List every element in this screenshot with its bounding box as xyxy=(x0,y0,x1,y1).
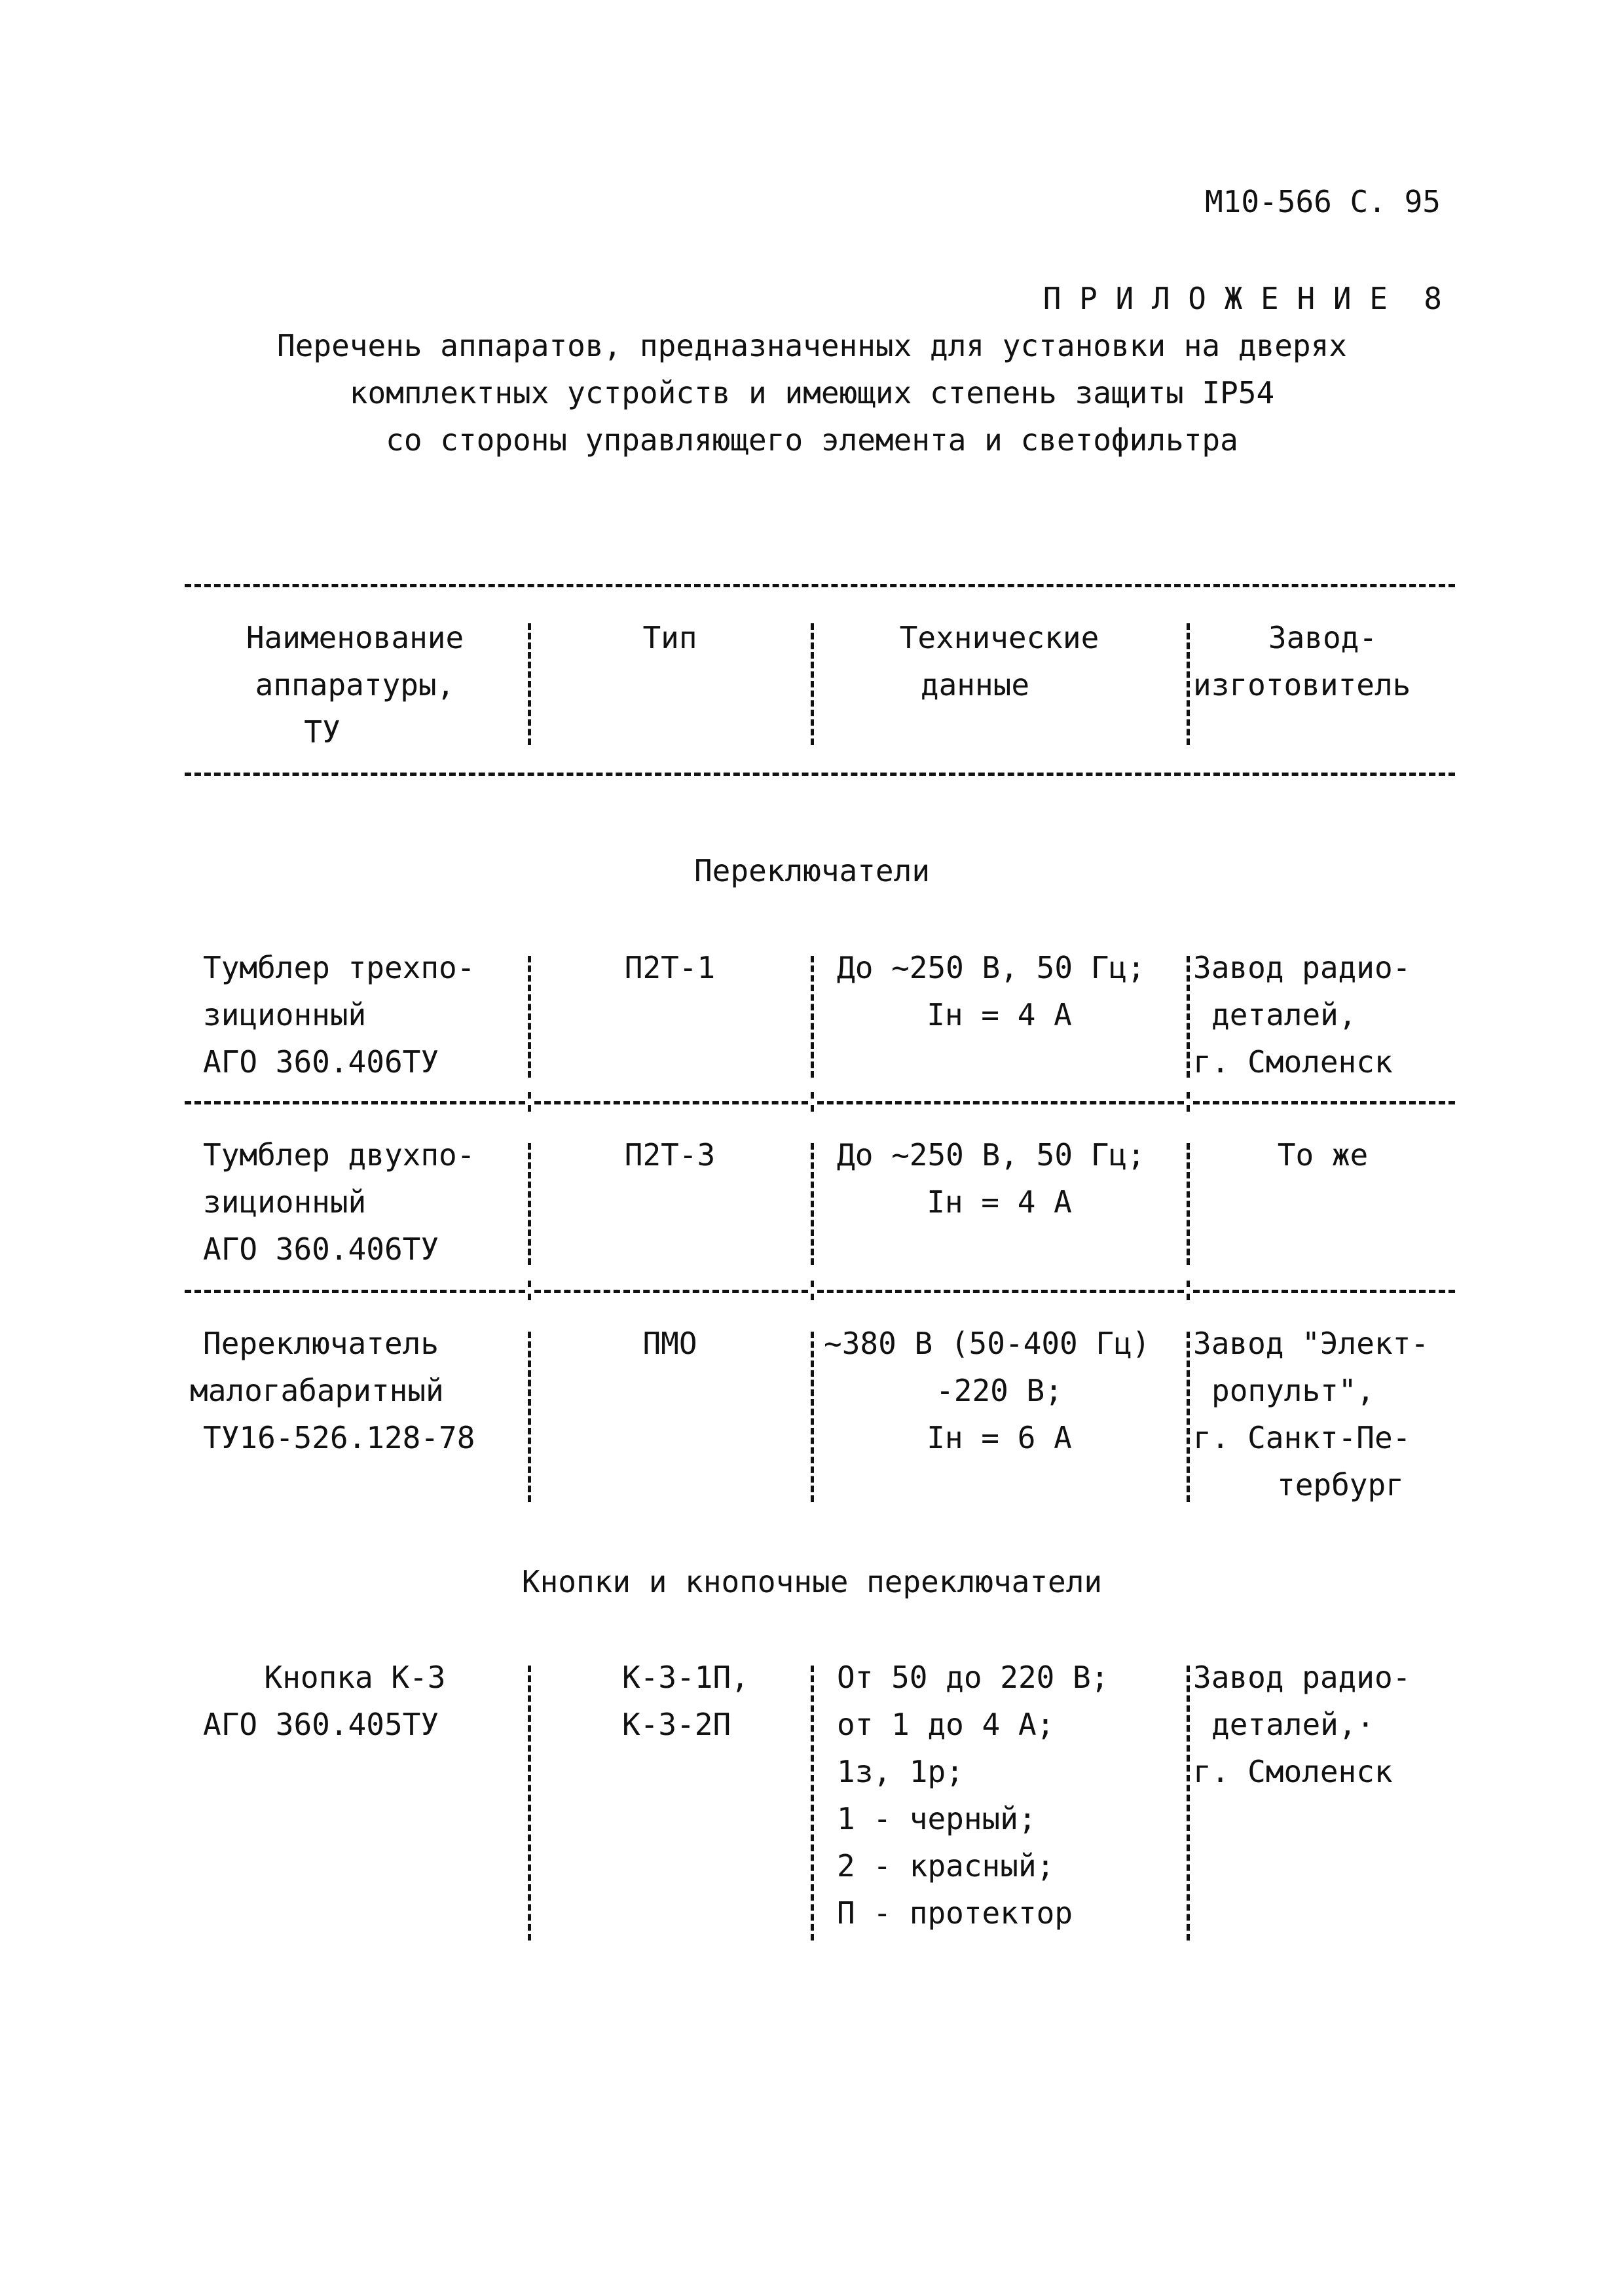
column-separator xyxy=(811,1143,814,1265)
row2-name-line-1: Тумблер двухпо- xyxy=(203,1137,475,1173)
header-tech-line-2: данные xyxy=(920,667,1030,702)
row4-name-line-2: АГО 360.405ТУ xyxy=(203,1707,439,1742)
column-separator xyxy=(811,1332,814,1502)
header-separator-3 xyxy=(1187,623,1190,745)
row-divider-seg xyxy=(534,1101,808,1104)
row-divider-tick xyxy=(811,1281,814,1300)
header-bottom-rule xyxy=(185,773,1455,776)
section-title-switches: Переключатели xyxy=(693,853,931,888)
row4-tech-line-1: От 50 до 220 В; xyxy=(837,1660,1109,1695)
row-divider-seg xyxy=(185,1101,525,1104)
row-divider-seg xyxy=(1193,1290,1455,1293)
header-name-line-1: Наименование xyxy=(246,620,464,655)
section-title-buttons: Кнопки и кнопочные переключатели xyxy=(521,1564,1103,1599)
row1-type: П2Т-1 xyxy=(624,950,716,985)
row1-name-line-1: Тумблер трехпо- xyxy=(203,950,475,985)
row3-name-line-2: малогабаритный xyxy=(190,1373,444,1408)
row4-maker-line-3: г. Смоленск xyxy=(1193,1754,1393,1789)
title-line-3: со стороны управляющего элемента и светофильтра xyxy=(386,422,1238,458)
row2-maker: То же xyxy=(1277,1137,1369,1173)
row1-maker-line-1: Завод радио- xyxy=(1193,950,1411,985)
header-type: Тип xyxy=(642,620,697,655)
row4-maker-line-1: Завод радио- xyxy=(1193,1660,1411,1695)
column-separator xyxy=(1187,1666,1190,1941)
title-line-1: Перечень аппаратов, предназначенных для установки на дверях xyxy=(277,328,1347,363)
row2-type: П2Т-3 xyxy=(624,1137,716,1173)
column-separator xyxy=(1187,956,1190,1078)
column-separator xyxy=(528,1666,531,1941)
row3-name-line-3: ТУ16-526.128-78 xyxy=(203,1420,475,1455)
column-separator xyxy=(811,1666,814,1941)
column-separator xyxy=(1187,1143,1190,1265)
header-maker-line-1: Завод- xyxy=(1268,620,1378,655)
page-reference: М10-566 С. 95 xyxy=(1204,184,1441,219)
row-divider-tick xyxy=(1187,1092,1190,1112)
row2-tech-line-1: До ~250 В, 50 Гц; xyxy=(837,1137,1145,1173)
row4-tech-line-5: 2 - красный; xyxy=(837,1848,1055,1884)
row3-name-line-1: Переключатель xyxy=(203,1326,439,1361)
row2-name-line-3: АГО 360.406ТУ xyxy=(203,1231,439,1267)
header-name-line-2: аппаратуры, xyxy=(255,667,455,702)
row3-tech-line-2: -220 В; xyxy=(936,1373,1063,1408)
title-line-2: комплектных устройств и имеющих степень защиты IP54 xyxy=(349,375,1275,410)
row3-maker-line-3: г. Санкт-Пе- xyxy=(1193,1420,1411,1455)
column-separator xyxy=(811,956,814,1078)
row-divider-seg xyxy=(534,1290,808,1293)
header-separator-1 xyxy=(528,623,531,745)
row-divider-tick xyxy=(1187,1281,1190,1300)
column-separator xyxy=(528,1332,531,1502)
row4-tech-line-4: 1 - черный; xyxy=(837,1801,1037,1836)
row1-maker-line-3: г. Смоленск xyxy=(1193,1044,1393,1080)
row1-maker-line-2: деталей, xyxy=(1211,997,1357,1032)
row3-maker-line-1: Завод "Элект- xyxy=(1193,1326,1430,1361)
row4-tech-line-6: П - протектор xyxy=(837,1895,1073,1931)
row-divider-tick xyxy=(528,1092,531,1112)
row3-tech-line-3: Iн = 6 А xyxy=(927,1420,1072,1455)
row-divider-tick xyxy=(811,1092,814,1112)
row4-maker-line-2: деталей,· xyxy=(1211,1707,1375,1742)
row4-type-line-2: К-3-2П xyxy=(622,1707,731,1742)
header-top-rule xyxy=(185,584,1455,587)
header-separator-2 xyxy=(811,623,814,745)
row3-tech-line-1: ~380 В (50-400 Гц) xyxy=(824,1326,1151,1361)
row1-name-line-2: зиционный xyxy=(203,997,367,1032)
row-divider-tick xyxy=(528,1281,531,1300)
row-divider-seg xyxy=(1193,1101,1455,1104)
row3-maker-line-4: тербург xyxy=(1277,1467,1404,1503)
row-divider-seg xyxy=(817,1101,1184,1104)
row4-tech-line-2: от 1 до 4 А; xyxy=(837,1707,1055,1742)
row4-name-line-1: Кнопка К-3 xyxy=(264,1660,446,1695)
row3-maker-line-2: ропульт", xyxy=(1211,1373,1375,1408)
header-tech-line-1: Технические xyxy=(899,620,1099,655)
row2-name-line-2: зиционный xyxy=(203,1184,367,1220)
column-separator xyxy=(528,1143,531,1265)
row-divider-seg xyxy=(817,1290,1184,1293)
row-divider-seg xyxy=(185,1290,525,1293)
header-name-line-3: ТУ xyxy=(304,714,341,750)
row4-type-line-1: К-3-1П, xyxy=(622,1660,749,1695)
row4-tech-line-3: 1з, 1р; xyxy=(837,1754,964,1789)
row1-tech-line-1: До ~250 В, 50 Гц; xyxy=(837,950,1145,985)
column-separator xyxy=(528,956,531,1078)
column-separator xyxy=(1187,1332,1190,1502)
row1-name-line-3: АГО 360.406ТУ xyxy=(203,1044,439,1080)
appendix-heading: П Р И Л О Ж Е Н И Е 8 xyxy=(1043,281,1442,316)
row2-tech-line-2: Iн = 4 А xyxy=(927,1184,1072,1220)
row3-type: ПМО xyxy=(642,1326,697,1361)
header-maker-line-2: изготовитель xyxy=(1193,667,1411,702)
row1-tech-line-2: Iн = 4 А xyxy=(927,997,1072,1032)
